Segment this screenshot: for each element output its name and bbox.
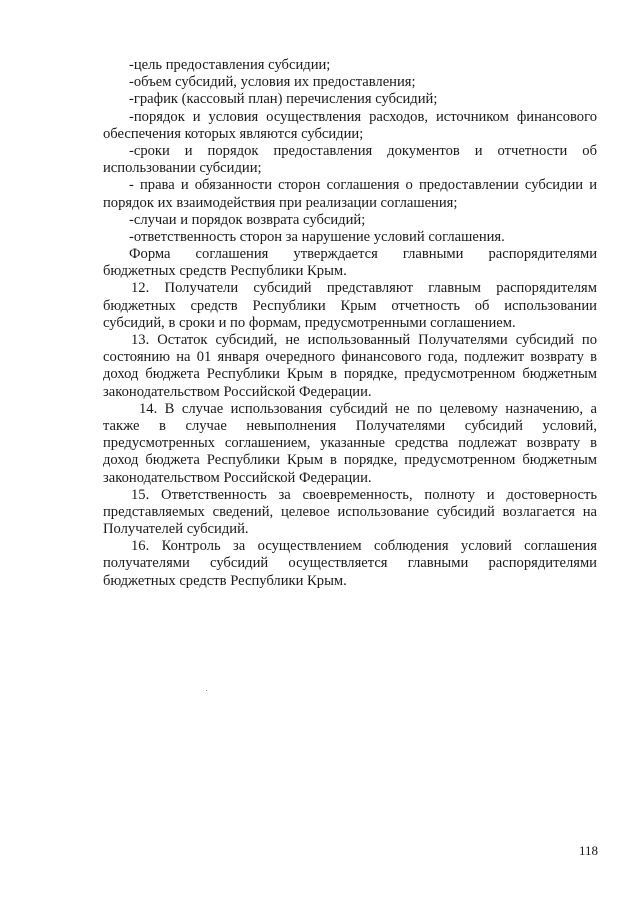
text-line: 16. Контроль за осуществлением соблюдения условий соглашения [131, 538, 597, 555]
text-line: бюджетных средств Республики Крым. [103, 263, 347, 280]
text-line: 12. Получатели субсидий представляют главным распорядителям [131, 280, 597, 297]
text-line: -ответственность сторон за нарушение условий соглашения. [129, 228, 505, 245]
page-number: 118 [579, 843, 599, 858]
text-line: -случаи и порядок возврата субсидий; [129, 211, 366, 228]
document-body [103, 57, 597, 590]
text-line: также в случае невыполнения Получателями субсидий условий, [103, 417, 597, 434]
text-line: обеспечения которых являются субсидии; [103, 125, 364, 142]
text-line: 14. В случае использования субсидий не по целевому назначению, а [139, 400, 597, 417]
text-line: доход бюджета Республики Крым в порядке, предусмотренном бюджетным [103, 366, 597, 383]
text-line: предусмотренных соглашением, указанные средства подлежат возврату в [103, 435, 597, 452]
text-line: использовании субсидии; [103, 160, 262, 177]
text-line: законодательством Российской Федерации. [103, 469, 372, 486]
text-line: бюджетных средств Республики Крым отчетность об использовании [103, 297, 597, 314]
text-line: - права и обязанности сторон соглашения о предоставлении субсидии и [129, 177, 597, 194]
text-line: состоянию на 01 января очередного финансового года, подлежит возврату в [103, 349, 597, 366]
text-line: бюджетных средств Республики Крым. [103, 572, 347, 589]
text-line: -график (кассовый план) перечисления субсидий; [129, 91, 438, 108]
text-line: -сроки и порядок предоставления документов и отчетности об [129, 142, 597, 159]
text-line: доход бюджета Республики Крым в порядке, предусмотренном бюджетным [103, 452, 597, 469]
scan-speck [206, 690, 207, 691]
text-line: субсидий, в сроки и по формам, предусмотренными соглашением. [103, 314, 516, 331]
text-line: получателями субсидий осуществляется главными распорядителями [103, 555, 597, 572]
text-line: законодательством Российской Федерации. [103, 383, 372, 400]
text-line: порядок их взаимодействия при реализации соглашения; [103, 194, 458, 211]
text-line: -цель предоставления субсидии; [129, 57, 331, 73]
text-line: Получателей субсидий. [103, 521, 249, 538]
text-line: 15. Ответственность за своевременность, полноту и достоверность [131, 486, 597, 503]
text-line: 13. Остаток субсидий, не использованный Получателями субсидий по [131, 332, 597, 348]
text-line: -порядок и условия осуществления расходов, источником финансового [129, 108, 597, 125]
text-line: Форма соглашения утверждается главными распорядителями [129, 246, 597, 263]
text-line: -объем субсидий, условия их предоставления; [129, 74, 416, 91]
text-line: представляемых сведений, целевое использование субсидий возлагается на [103, 503, 597, 520]
